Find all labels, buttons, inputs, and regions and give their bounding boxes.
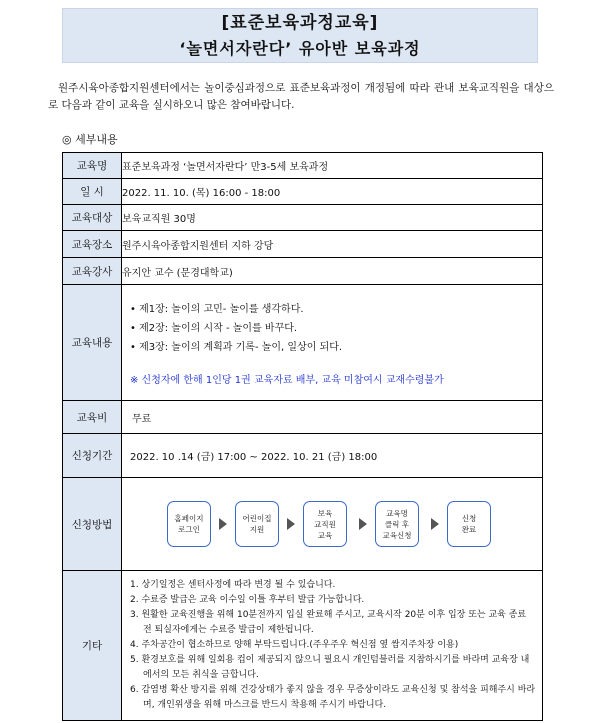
table-row — [63, 205, 543, 231]
arrow-right-icon — [359, 518, 367, 530]
course-instructor: 유지안 교수 (문경대학교) — [122, 258, 543, 285]
arrow-right-icon — [431, 518, 439, 530]
step-staff-education: 보육 교직원 교육 — [303, 501, 347, 547]
content-list — [130, 300, 542, 357]
course-target: 보육교직원 30명 — [122, 205, 543, 231]
row-label-course: 교육명 — [63, 153, 122, 179]
row-label-target: 교육대상 — [63, 205, 122, 231]
notes-list — [130, 578, 542, 713]
row-label-content: 교육내용 — [63, 285, 122, 401]
list-item: 3. 원활한 교육진행을 위해 10분전까지 입실 완료해 주시고, 교육시작 20분 이후 입장 또는 교육 종료 전 퇴실자에게는 수료증 발급이 제한됩니다. — [130, 610, 527, 635]
table-row — [63, 153, 543, 179]
row-label-instructor: 교육강사 — [63, 258, 122, 285]
course-fee: 무료 — [122, 401, 543, 434]
table-row — [63, 179, 543, 205]
section-label: ◎ 세부내용 — [62, 133, 118, 146]
row-label-period: 신청기간 — [63, 434, 122, 478]
list-item: • 제3장: 놀이의 계획과 기록- 놀이, 일상이 되다. — [130, 341, 343, 353]
etc-notes — [122, 571, 543, 721]
application-flow — [122, 478, 542, 570]
title-box — [62, 8, 538, 63]
table-row — [63, 285, 543, 401]
list-item: 6. 감염병 확산 방지를 위해 건강상태가 좋지 않을 경우 무증상이라도 교육신청 및 참석을 피해주시 바라며, 개인위생을 위해 마스크를 반드시 착용해 주시기 바랍니다. — [130, 685, 536, 710]
list-item: 5. 환경보호를 위해 일회용 컵이 제공되지 않으니 필요시 개인텀블러를 지참하시기를 바라며 교육장 내에서의 모든 취식을 금합니다. — [130, 655, 530, 680]
list-item: 4. 주차공간이 협소하므로 양해 부탁드립니다.(주우주우 혁신점 옆 쌈지주차장 이용) — [130, 640, 459, 650]
step-daycare-support: 어린이집 지원 — [235, 501, 279, 547]
table-row — [63, 258, 543, 285]
page-title: [표준보육과정교육] — [221, 13, 379, 33]
list-item: 2. 수료증 발급은 교육 이수일 이틀 후부터 발급 가능합니다. — [130, 595, 365, 605]
application-period: 2022. 10 .14 (금) 17:00 ~ 2022. 10. 21 (금) 18:00 — [122, 434, 543, 478]
table-row — [63, 571, 543, 721]
arrow-right-icon — [287, 518, 295, 530]
row-label-method: 신청방법 — [63, 478, 122, 571]
step-homepage-login: 홈페이지 로그인 — [167, 501, 211, 547]
materials-notice: ※ 신청자에 한해 1인당 1권 교육자료 배부, 교육 미참여시 교재수령불가 — [130, 374, 444, 386]
list-item: • 제1장: 놀이의 고민- 놀이를 생각하다. — [130, 303, 304, 315]
table-row — [63, 434, 543, 478]
list-item: • 제2장: 놀이의 시작 - 놀이를 바꾸다. — [130, 322, 298, 334]
course-datetime: 2022. 11. 10. (목) 16:00 - 18:00 — [122, 179, 543, 205]
table-row — [63, 231, 543, 258]
table-row — [63, 401, 543, 434]
row-label-datetime: 일 시 — [63, 179, 122, 205]
row-label-fee: 교육비 — [63, 401, 122, 434]
course-content — [122, 285, 543, 401]
course-name: 표준보육과정 ‘놀면서자란다’ 만3-5세 보육과정 — [122, 153, 543, 179]
application-method — [122, 478, 543, 571]
page-subtitle: ‘놀면서자란다’ 유아반 보육과정 — [179, 39, 421, 58]
row-label-place: 교육장소 — [63, 231, 122, 258]
table-row — [63, 478, 543, 571]
arrow-right-icon — [219, 518, 227, 530]
intro-paragraph: 원주시육아종합지원센터에서는 놀이중심과정으로 표준보육과정이 개정됨에 따라 관내 보육교직원을 대상으로 다음과 같이 교육을 실시하오니 많은 참여바랍니다. — [48, 82, 554, 111]
list-item: 1. 상기일정은 센터사정에 따라 변경 될 수 있습니다. — [130, 580, 336, 590]
row-label-etc: 기타 — [63, 571, 122, 721]
info-table — [62, 152, 543, 721]
course-place: 원주시육아종합지원센터 지하 강당 — [122, 231, 543, 258]
step-complete: 신청 완료 — [447, 501, 491, 547]
step-apply-course: 교육명 클릭 후 교육신청 — [375, 501, 419, 547]
